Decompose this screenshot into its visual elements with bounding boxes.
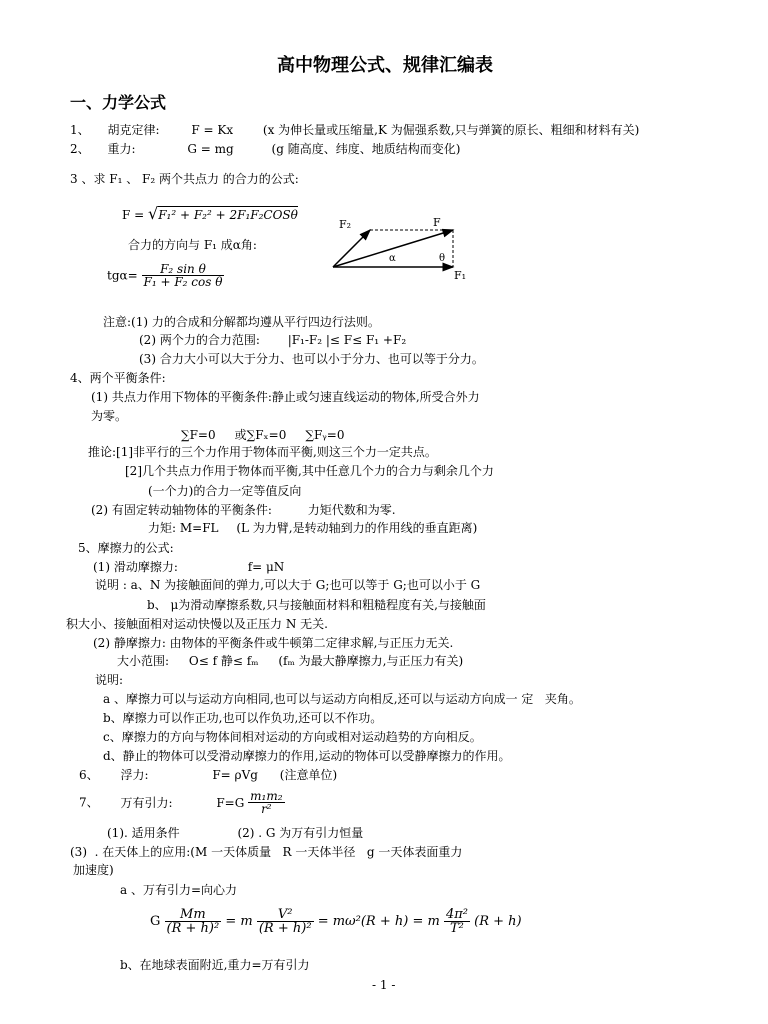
note: (x 为伸长量或压缩量,K 为倔强系数,只与弹簧的原长、粗细和材料有关) — [262, 123, 640, 137]
torque-formula: 力矩: M=FL — [148, 521, 219, 535]
formula: G = mg — [187, 142, 234, 156]
line-equilibrium: 4、两个平衡条件: — [70, 371, 166, 385]
line-equilibrium-1b: 为零。 — [91, 409, 128, 423]
range-label: 大小范围: — [117, 654, 170, 668]
formula: F = Kx — [191, 123, 234, 137]
note-3: (3) 合力大小可以大于分力、也可以小于分力、也可以等于分力。 — [139, 352, 484, 366]
note-text: (2) 两个力的合力范围: — [139, 333, 260, 347]
item-number: 6、 — [79, 768, 99, 782]
line-buoyancy — [79, 769, 337, 781]
gravity-a: a 、万有引力=向心力 — [120, 883, 238, 897]
condition-2: (2) . G 为万有引力恒量 — [237, 826, 364, 840]
range-note: (fₘ 为最大静摩擦力,与正压力有关) — [278, 654, 464, 668]
note-2 — [139, 334, 406, 346]
fraction — [142, 263, 225, 288]
item-name: 万有引力: — [120, 795, 173, 810]
item-number: 7、 — [79, 795, 99, 810]
line-gravity — [70, 143, 460, 155]
gravitation-equation — [150, 908, 522, 935]
numerator: V² — [257, 908, 314, 922]
line-equilibrium-1: (1) 共点力作用下物体的平衡条件:静止或匀速直线运动的物体,所受合外力 — [91, 390, 480, 404]
eq-g: G — [150, 914, 161, 929]
numerator: F₂ sin θ — [142, 263, 225, 276]
formula-lhs: F = — [122, 208, 149, 222]
inference-1: 推论:[1]非平行的三个力作用于物体而平衡,则这三个力一定共点。 — [88, 445, 437, 459]
fraction — [165, 908, 222, 935]
eq-part: = m — [225, 914, 253, 929]
explain-b2: 积大小、接触面相对运动快慢以及正压力 N 无关. — [66, 617, 328, 631]
formula: F= ρVg — [212, 768, 258, 782]
label-f2: F₂ — [339, 218, 352, 231]
numerator: Mm — [165, 908, 222, 922]
statement-d: d、静止的物体可以受滑动摩擦力的作用,运动的物体可以受静摩擦力的作用。 — [103, 749, 511, 763]
formula-radicand: F₁² + F₂² + 2F₁F₂COSθ — [158, 208, 298, 222]
inference-2: [2]几个共点力作用于物体而平衡,其中任意几个力的合力与剩余几个力 — [125, 464, 494, 478]
line-hooke — [70, 124, 639, 136]
line-static: (2) 静摩擦力: 由物体的平衡条件或牛顿第二定律求解,与正压力无关. — [93, 636, 454, 650]
formula-lhs: F=G — [216, 795, 245, 810]
inference-3: (一个力)的合力一定等值反向 — [148, 484, 302, 498]
fraction — [257, 908, 314, 935]
label-theta: θ — [439, 253, 446, 264]
label-f1: F₁ — [454, 269, 467, 282]
sum-formula: ∑F=0 或∑Fₓ=0 ∑Fᵧ=0 — [181, 428, 345, 442]
numerator: 4π² — [445, 907, 468, 922]
denominator: r² — [261, 802, 272, 816]
gravity-b: b、在地球表面附近,重力=万有引力 — [120, 958, 310, 972]
denominator: T² — [450, 921, 464, 936]
note-value: |F₁-F₂ |≤ F≤ F₁ +F₂ — [287, 333, 407, 347]
statement-b: b、摩擦力可以作正功,也可以作负功,还可以不作功。 — [103, 711, 383, 725]
rotation-condition: 力矩代数和为零. — [307, 503, 396, 517]
line-rotation — [91, 504, 396, 516]
condition-1: (1). 适用条件 — [107, 826, 180, 840]
page-title: 高中物理公式、规律汇编表 — [277, 55, 493, 76]
denominator: F₁ + F₂ cos θ — [143, 275, 223, 289]
statement-a: a 、摩擦力可以与运动方向相同,也可以与运动方向相反,还可以与运动方向成一 定 夹角。 — [103, 692, 581, 706]
explain-b: b、 μ为滑动摩擦系数,只与接触面材料和粗糙程度有关,与接触面 — [147, 598, 486, 612]
note: (g 随高度、纬度、地质结构而变化) — [271, 142, 461, 156]
resultant-formula: F = √F₁² + F₂² + 2F₁F₂COSθ — [122, 204, 298, 223]
line-gravitation — [79, 790, 285, 815]
force-diagram — [325, 214, 485, 284]
note: (注意单位) — [279, 768, 338, 782]
sliding-text: (1) 滑动摩擦力: — [93, 560, 178, 574]
fraction — [248, 790, 284, 815]
direction-text: 合力的方向与 F₁ 成α角: — [128, 238, 257, 252]
denominator: (R + h)² — [166, 921, 220, 936]
line-application-b: 加速度) — [73, 863, 114, 877]
page-number: - 1 - — [372, 978, 396, 992]
line-friction: 5、摩擦力的公式: — [78, 541, 174, 555]
item-name: 浮力: — [120, 768, 149, 782]
line-torque — [148, 522, 477, 534]
denominator: (R + h)² — [258, 921, 312, 936]
label-f: F — [433, 216, 441, 229]
formula-lhs: tgα= — [107, 268, 138, 283]
explain-label: 说明: — [95, 673, 124, 687]
numerator: m₁m₂ — [250, 789, 283, 803]
range-formula: O≤ f 静≤ fₘ — [188, 654, 259, 668]
line-resultant: 3 、求 F₁ 、 F₂ 两个共点力 的合力的公式: — [70, 172, 299, 186]
item-name: 重力: — [107, 142, 136, 156]
tg-formula — [107, 263, 224, 288]
item-number: 1、 — [70, 123, 90, 137]
eq-part: (R + h) — [474, 914, 522, 929]
item-name: 胡克定律: — [107, 123, 160, 137]
eq-part: = mω²(R + h) = m — [317, 914, 440, 929]
line-range — [117, 655, 463, 667]
explain-a: 说明 : a、N 为接触面间的弹力,可以大于 G;也可以等于 G;也可以小于 G — [95, 578, 481, 592]
item-number: 2、 — [70, 142, 90, 156]
torque-note: (L 为力臂,是转动轴到力的作用线的垂直距离) — [236, 521, 478, 535]
rotation-text: (2) 有固定转动轴物体的平衡条件: — [91, 503, 272, 517]
statement-c: c、摩擦力的方向与物体间相对运动的方向或相对运动趋势的方向相反。 — [103, 730, 482, 744]
line-sliding — [93, 561, 284, 573]
sliding-formula: f= μN — [247, 560, 285, 574]
line-conditions — [107, 827, 363, 839]
label-alpha: α — [389, 253, 396, 264]
section-heading: 一、力学公式 — [70, 93, 167, 112]
line-application: (3) . 在天体上的应用:(M 一天体质量 R 一天体半径 g 一天体表面重力 — [70, 845, 463, 859]
note-1: 注意:(1) 力的合成和分解都均遵从平行四边行法则。 — [103, 315, 380, 329]
fraction — [444, 908, 470, 935]
